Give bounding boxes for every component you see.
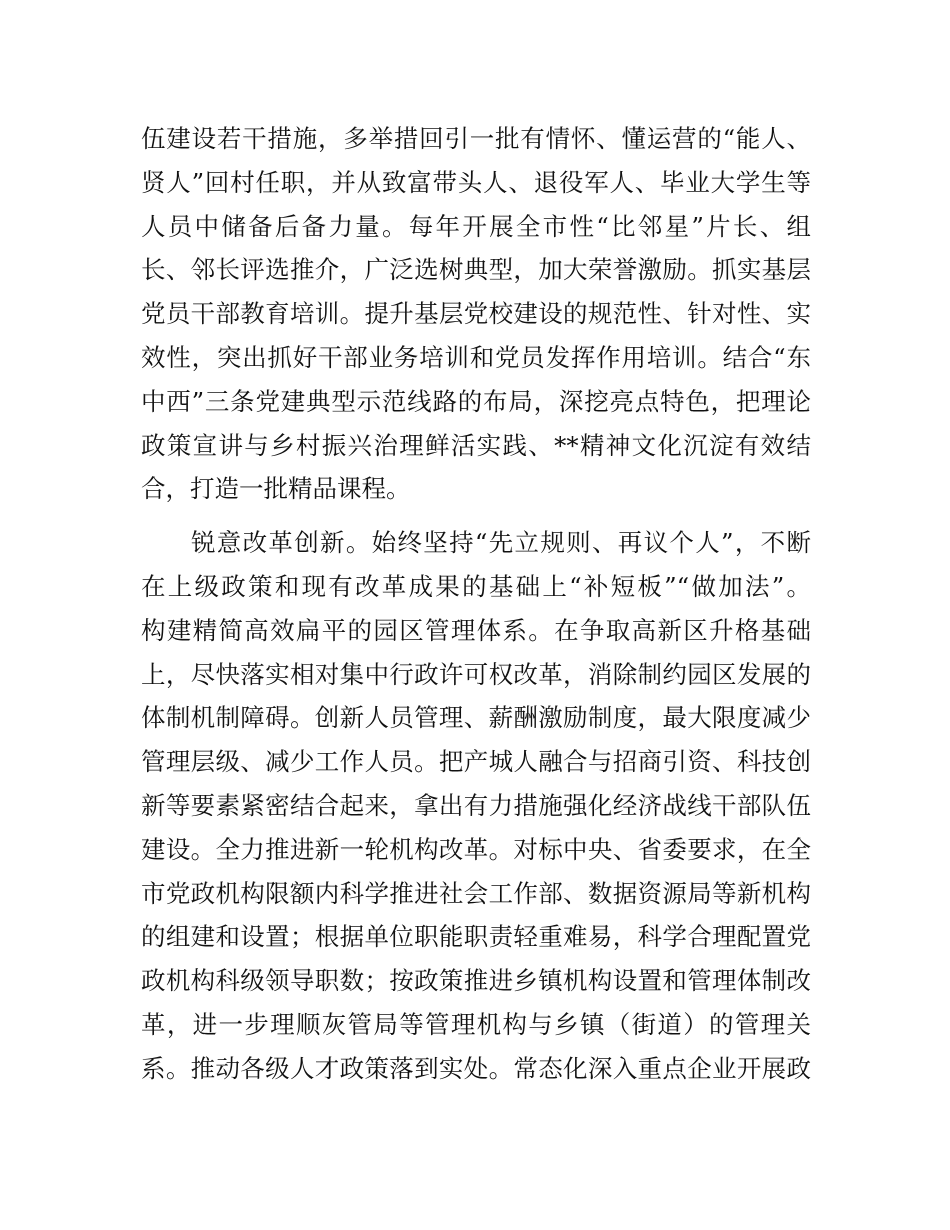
paragraph-line: 在上级政策和现有改革成果的基础上“补短板”“做加法”。 — [141, 571, 811, 601]
paragraph-line: 系。推动各级人才政策落到实处。常态化深入重点企业开展政 — [141, 1053, 811, 1083]
paragraph-line: 革，进一步理顺灰管局等管理机构与乡镇（街道）的管理关 — [141, 1009, 811, 1039]
paragraph-line: 合，打造一批精品课程。 — [141, 474, 411, 504]
document-body — [141, 117, 811, 1091]
paragraph-line: 政策宣讲与乡村振兴治理鲜活实践、**精神文化沉淀有效结 — [141, 430, 811, 460]
paragraph-spacer — [141, 511, 811, 521]
paragraph-line: 上，尽快落实相对集中行政许可权改革，消除制约园区发展的 — [141, 659, 811, 689]
paragraph-line: 的组建和设置；根据单位职能职责轻重难易，科学合理配置党 — [141, 922, 811, 952]
paragraph-line: 长、邻长评选推介，广泛选树典型，加大荣誉激励。抓实基层 — [141, 255, 811, 285]
paragraph-line: 构建精简高效扁平的园区管理体系。在争取高新区升格基础 — [141, 615, 811, 645]
paragraph-line: 党员干部教育培训。提升基层党校建设的规范性、针对性、实 — [141, 299, 811, 329]
paragraph-line: 市党政机构限额内科学推进社会工作部、数据资源局等新机构 — [141, 878, 811, 908]
paragraph-line: 建设。全力推进新一轮机构改革。对标中央、省委要求，在全 — [141, 834, 811, 864]
paragraph-line: 管理层级、减少工作人员。把产城人融合与招商引资、科技创 — [141, 747, 811, 777]
paragraph-line: 政机构科级领导职数；按政策推进乡镇机构设置和管理体制改 — [141, 966, 811, 996]
paragraph-2 — [141, 521, 811, 1090]
paragraph-line: 中西”三条党建典型示范线路的布局，深挖亮点特色，把理论 — [141, 386, 811, 416]
paragraph-line: 新等要素紧密结合起来，拿出有力措施强化经济战线干部队伍 — [141, 790, 811, 820]
paragraph-line: 锐意改革创新。始终坚持“先立规则、再议个人”，不断 — [191, 528, 811, 558]
paragraph-line: 效性，突出抓好干部业务培训和党员发挥作用培训。结合“东 — [141, 342, 811, 372]
paragraph-line: 伍建设若干措施，多举措回引一批有情怀、懂运营的“能人、 — [141, 124, 811, 153]
paragraph-line: 人员中储备后备力量。每年开展全市性“比邻星”片长、组 — [141, 211, 811, 241]
paragraph-line: 体制机制障碍。创新人员管理、薪酬激励制度，最大限度减少 — [141, 703, 811, 733]
paragraph-line: 贤人”回村任职，并从致富带头人、退役军人、毕业大学生等 — [141, 167, 811, 197]
paragraph-1 — [141, 117, 811, 511]
